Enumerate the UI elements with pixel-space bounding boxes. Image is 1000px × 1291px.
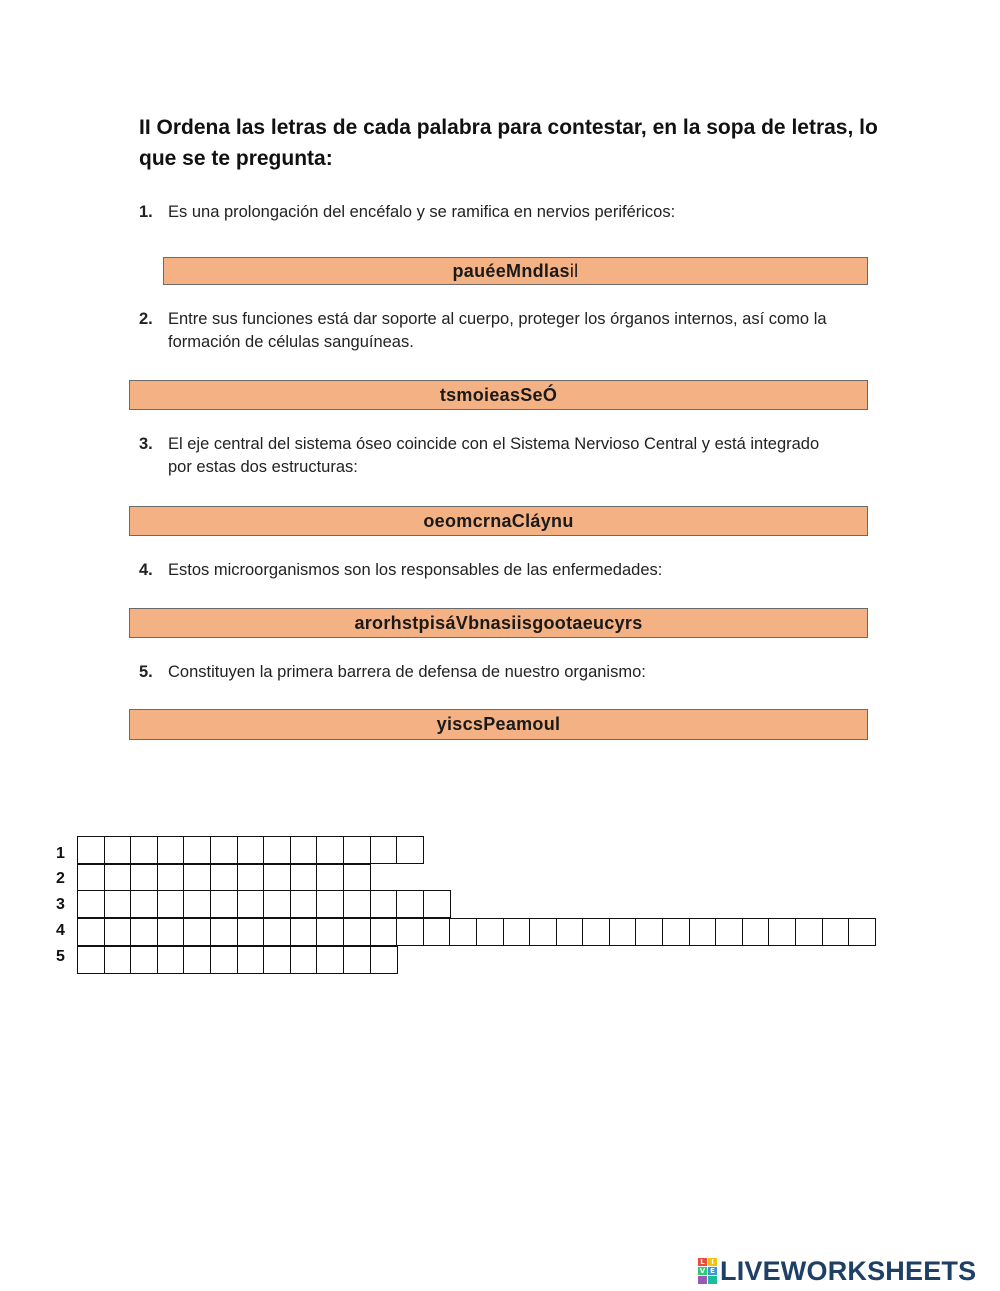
grid-cell[interactable]	[157, 890, 185, 918]
answer-box-4	[129, 608, 868, 638]
grid-cell[interactable]	[77, 918, 105, 946]
grid-cell[interactable]	[130, 836, 158, 864]
grid-cell[interactable]	[689, 918, 717, 946]
grid-cell[interactable]	[263, 836, 291, 864]
grid-cell[interactable]	[290, 946, 318, 974]
grid-row-2	[77, 864, 370, 892]
grid-cell[interactable]	[476, 918, 504, 946]
grid-cell[interactable]	[396, 890, 424, 918]
grid-cell[interactable]	[370, 918, 398, 946]
grid-cell[interactable]	[130, 890, 158, 918]
scrambled-word: tsmoieasSeÓ	[439, 384, 558, 405]
answer-box-1	[163, 257, 868, 285]
grid-cell[interactable]	[237, 918, 265, 946]
grid-cell[interactable]	[316, 864, 344, 892]
liveworksheets-logo	[698, 1256, 976, 1286]
grid-cell[interactable]	[582, 918, 610, 946]
answer-box-2	[129, 380, 868, 410]
grid-cell[interactable]	[290, 836, 318, 864]
grid-cell[interactable]	[263, 946, 291, 974]
question-text: Estos microorganismos son los responsables de las enfermedades:	[168, 561, 663, 579]
grid-cell[interactable]	[210, 836, 238, 864]
grid-cell[interactable]	[210, 918, 238, 946]
grid-cell[interactable]	[77, 890, 105, 918]
grid-cell[interactable]	[662, 918, 690, 946]
grid-cell[interactable]	[609, 918, 637, 946]
logo-block: V	[699, 1267, 706, 1275]
scrambled-word-tail: il	[569, 260, 579, 281]
grid-cell[interactable]	[104, 864, 132, 892]
grid-cell[interactable]	[290, 918, 318, 946]
logo-block	[698, 1276, 707, 1284]
logo-block: I	[708, 1258, 717, 1266]
grid-cell[interactable]	[822, 918, 850, 946]
grid-cell[interactable]	[183, 864, 211, 892]
grid-cell[interactable]	[183, 890, 211, 918]
grid-cell[interactable]	[316, 890, 344, 918]
grid-cell[interactable]	[77, 946, 105, 974]
grid-cell[interactable]	[104, 836, 132, 864]
grid-cell[interactable]	[343, 864, 371, 892]
grid-cell[interactable]	[77, 836, 105, 864]
grid-cell[interactable]	[396, 836, 424, 864]
grid-cell[interactable]	[237, 890, 265, 918]
grid-cell[interactable]	[343, 918, 371, 946]
grid-row-label: 5	[56, 948, 65, 965]
question-1	[139, 201, 839, 224]
grid-cell[interactable]	[157, 946, 185, 974]
grid-cell[interactable]	[77, 864, 105, 892]
grid-cell[interactable]	[370, 946, 398, 974]
grid-cell[interactable]	[183, 836, 211, 864]
question-number: 1.	[139, 203, 153, 221]
grid-cell[interactable]	[715, 918, 743, 946]
worksheet-title: II Ordena las letras de cada palabra para contestar, en la sopa de letras, lo que se te pregunta:	[139, 116, 878, 170]
question-4	[139, 559, 839, 582]
question-number: 5.	[139, 663, 153, 681]
grid-cell[interactable]	[210, 864, 238, 892]
grid-cell[interactable]	[795, 918, 823, 946]
grid-cell[interactable]	[104, 890, 132, 918]
grid-row-5	[77, 946, 396, 974]
grid-cell[interactable]	[848, 918, 876, 946]
question-text: Constituyen la primera barrera de defensa de nuestro organismo:	[168, 663, 646, 681]
grid-cell[interactable]	[157, 864, 185, 892]
grid-cell[interactable]	[237, 946, 265, 974]
grid-row-label: 3	[56, 896, 65, 913]
answer-box-5	[129, 709, 868, 740]
grid-cell[interactable]	[503, 918, 531, 946]
scrambled-word: pauéeMndlas	[452, 260, 570, 281]
scrambled-word: yiscsPeamoul	[436, 714, 561, 734]
grid-cell[interactable]	[130, 918, 158, 946]
question-2	[139, 308, 839, 354]
question-number: 4.	[139, 561, 153, 579]
grid-row-4	[77, 918, 875, 946]
grid-cell[interactable]	[237, 836, 265, 864]
grid-row-label: 1	[56, 845, 65, 862]
grid-cell[interactable]	[237, 864, 265, 892]
grid-cell[interactable]	[130, 946, 158, 974]
grid-row-3	[77, 890, 449, 918]
grid-cell[interactable]	[370, 836, 398, 864]
grid-cell[interactable]	[290, 890, 318, 918]
question-text: El eje central del sistema óseo coincide con el Sistema Nervioso Central y está integrado por estas dos estructuras:	[168, 435, 820, 476]
grid-row-1	[77, 836, 423, 864]
question-5	[139, 661, 839, 684]
scrambled-word: arorhstpisáVbnasiisgootaeucyrs	[354, 612, 643, 633]
grid-cell[interactable]	[635, 918, 663, 946]
grid-cell[interactable]	[104, 946, 132, 974]
grid-cell[interactable]	[263, 918, 291, 946]
grid-cell[interactable]	[316, 836, 344, 864]
grid-cell[interactable]	[343, 946, 371, 974]
grid-cell[interactable]	[556, 918, 584, 946]
grid-cell[interactable]	[343, 836, 371, 864]
grid-cell[interactable]	[183, 946, 211, 974]
grid-cell[interactable]	[157, 918, 185, 946]
grid-cell[interactable]	[263, 890, 291, 918]
grid-cell[interactable]	[316, 918, 344, 946]
grid-cell[interactable]	[396, 918, 424, 946]
logo-blocks-icon	[698, 1258, 717, 1284]
logo-text: LIVEWORKSHEETS	[720, 1255, 977, 1286]
grid-cell[interactable]	[423, 890, 451, 918]
grid-cell[interactable]	[742, 918, 770, 946]
grid-cell[interactable]	[343, 890, 371, 918]
question-text: Es una prolongación del encéfalo y se ramifica en nervios periféricos:	[168, 203, 676, 221]
answer-box-3	[129, 506, 868, 536]
scrambled-word: oeomcrnaCláynu	[423, 510, 574, 531]
grid-cell[interactable]	[768, 918, 796, 946]
question-number: 3.	[139, 435, 153, 453]
grid-cell[interactable]	[449, 918, 477, 946]
grid-cell[interactable]	[210, 890, 238, 918]
logo-block: L	[698, 1258, 707, 1266]
grid-cell[interactable]	[183, 918, 211, 946]
question-text: Entre sus funciones está dar soporte al cuerpo, proteger los órganos internos, así como la formación de células sanguíneas.	[168, 310, 827, 351]
grid-cell[interactable]	[529, 918, 557, 946]
grid-cell[interactable]	[290, 864, 318, 892]
logo-block: E	[708, 1267, 717, 1275]
grid-cell[interactable]	[210, 946, 238, 974]
grid-cell[interactable]	[157, 836, 185, 864]
grid-cell[interactable]	[423, 918, 451, 946]
grid-cell[interactable]	[130, 864, 158, 892]
grid-cell[interactable]	[370, 890, 398, 918]
grid-row-label: 4	[56, 922, 65, 939]
question-number: 2.	[139, 310, 153, 328]
grid-cell[interactable]	[316, 946, 344, 974]
grid-row-label: 2	[56, 870, 65, 887]
logo-block	[708, 1276, 717, 1284]
grid-cell[interactable]	[104, 918, 132, 946]
grid-cell[interactable]	[263, 864, 291, 892]
question-3	[139, 433, 839, 479]
